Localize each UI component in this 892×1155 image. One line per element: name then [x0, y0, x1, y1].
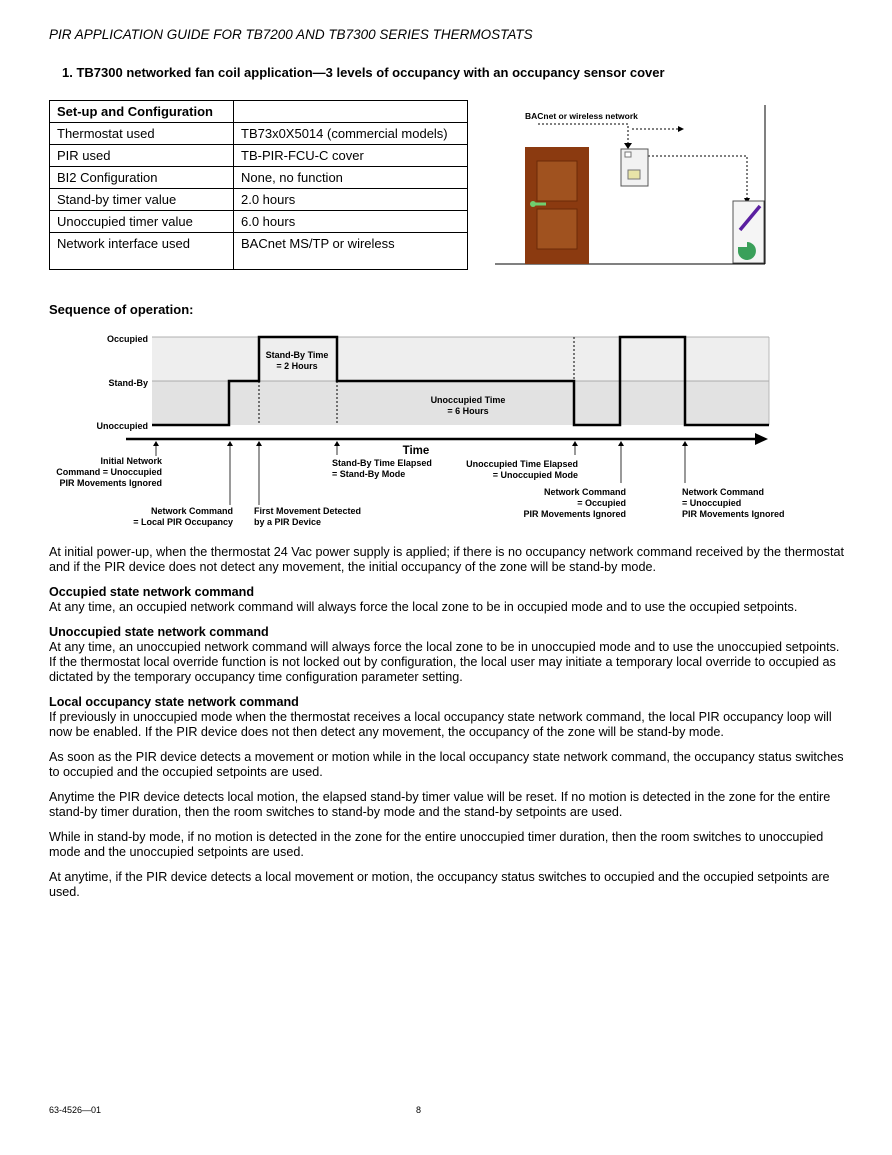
door-panel-upper	[537, 161, 577, 201]
table-cell: Unoccupied timer value	[50, 211, 234, 233]
event-label-occupied-command: = Occupied	[577, 498, 626, 508]
paragraph: As soon as the PIR device detects a movement or motion while in the local occupancy state network command, the occupancy status switches to occupied and the occupied setpoints are used.	[49, 750, 844, 779]
sequence-title: Sequence of operation:	[49, 302, 194, 317]
event-label-initial: Command = Unoccupied	[56, 467, 162, 477]
table-cell: None, no function	[234, 167, 468, 189]
table-row	[50, 189, 468, 211]
event-label-unoccupied-command: Network Command	[682, 487, 765, 497]
table-row	[50, 211, 468, 233]
unoccupied-time-value: = 6 Hours	[447, 406, 489, 416]
paragraph: At any time, an occupied network command will always force the local zone to be in occupied mode and to use the occupied setpoints.	[49, 600, 798, 614]
table-cell: BI2 Configuration	[50, 167, 234, 189]
setup-table	[49, 100, 468, 270]
table-header-cell: Set-up and Configuration	[50, 101, 234, 123]
event-label-initial: Initial Network	[100, 456, 162, 466]
subheading: Local occupancy state network command	[49, 695, 299, 709]
table-row	[50, 145, 468, 167]
thermostat-wire	[648, 156, 747, 200]
footer-doc-number: 63-4526—01	[49, 1105, 102, 1115]
event-label-occupied-command: Network Command	[543, 487, 626, 497]
subheading: Occupied state network command	[49, 585, 255, 599]
table-cell: Stand-by timer value	[50, 189, 234, 211]
level-label-unoccupied: Unoccupied	[96, 421, 148, 431]
door-handle-lever	[533, 203, 546, 206]
event-label-occupied-command: PIR Movements Ignored	[523, 509, 626, 519]
event-label-unoccupied-elapsed: = Unoccupied Mode	[492, 470, 578, 480]
event-label-unoccupied-command: PIR Movements Ignored	[682, 509, 785, 519]
table-row	[50, 123, 468, 145]
event-label-unoccupied-command: = Unoccupied	[682, 498, 742, 508]
standby-time-value: = 2 Hours	[276, 361, 318, 371]
table-cell: PIR used	[50, 145, 234, 167]
section-heading: 1. TB7300 networked fan coil application—3 levels of occupancy with an occupancy sensor cover	[62, 65, 665, 80]
event-arrowhead	[256, 441, 262, 446]
network-arrow-right	[678, 126, 684, 132]
table-cell: TB-PIR-FCU-C cover	[234, 145, 468, 167]
event-arrowhead	[227, 441, 233, 446]
table-header-row	[50, 101, 468, 123]
table-row	[50, 233, 468, 270]
thermostat-display	[628, 170, 640, 179]
time-axis-arrowhead	[755, 433, 768, 445]
level-label-standby: Stand-By	[108, 378, 148, 388]
table-cell: 6.0 hours	[234, 211, 468, 233]
event-label-local-pir: = Local PIR Occupancy	[133, 517, 233, 527]
standby-time-label: Stand-By Time	[265, 350, 329, 360]
paragraph: If previously in unoccupied mode when the thermostat receives a local occupancy state network command, the local PIR occupancy loop will now be enabled. If the PIR device does not then detect any movement, the occupancy of the zone will be stand-by mode.	[49, 710, 832, 739]
event-label-standby-elapsed: Stand-By Time Elapsed	[332, 458, 432, 468]
occupancy-timing-diagram	[40, 325, 800, 535]
table-cell: Network interface used	[50, 233, 234, 270]
event-labels	[56, 456, 784, 527]
event-arrowhead	[334, 441, 340, 446]
event-arrowhead	[618, 441, 624, 446]
table-row	[50, 167, 468, 189]
network-line	[538, 124, 628, 145]
table-cell: Thermostat used	[50, 123, 234, 145]
pir-sensor-icon	[625, 152, 631, 157]
event-arrowhead	[153, 441, 159, 446]
paragraph: At anytime, if the PIR device detects a local movement or motion, the occupancy status switches to occupied and the occupied setpoints are used.	[49, 870, 830, 899]
unoccupied-time-label: Unoccupied Time	[430, 395, 506, 405]
subheading: Unoccupied state network command	[49, 625, 269, 639]
paragraph: Anytime the PIR device detects local motion, the elapsed stand-by timer value will be reset. If no motion is detected in the zone for the entire stand-by timer duration, then the room switches to stand-by mode and the stand-by setpoints are used.	[49, 790, 831, 819]
door-panel-lower	[537, 209, 577, 249]
event-label-initial: PIR Movements Ignored	[59, 478, 162, 488]
footer-page-number: 8	[416, 1105, 422, 1115]
paragraph: At any time, an unoccupied network command will always force the local zone to be in unoccupied mode and to use the unoccupied setpoints. If the thermostat local override function is not locked out by configuration, the local user may initiate a temporary local override to occupied as dictated by the temporary occupancy time configuration parameter setting.	[49, 640, 840, 684]
network-label: BACnet or wireless network	[525, 111, 638, 121]
table-cell: TB73x0X5014 (commercial models)	[234, 123, 468, 145]
event-label-unoccupied-elapsed: Unoccupied Time Elapsed	[466, 459, 578, 469]
time-axis-label: Time	[402, 445, 430, 457]
room-illustration	[490, 100, 775, 270]
event-label-local-pir: Network Command	[150, 506, 233, 516]
table-header-cell	[234, 101, 468, 123]
body-text	[49, 545, 849, 910]
event-arrowhead	[572, 441, 578, 446]
event-label-first-movement: by a PIR Device	[254, 517, 322, 527]
paragraph: At initial power-up, when the thermostat 24 Vac power supply is applied; if there is no occupancy network command received by the thermostat and if the PIR device does not detect any movement, the initial occupancy of the zone will be stand-by mode.	[49, 545, 844, 574]
event-label-standby-elapsed: = Stand-By Mode	[332, 469, 406, 479]
table-cell: BACnet MS/TP or wireless	[234, 233, 468, 270]
event-label-first-movement: First Movement Detected	[254, 506, 362, 516]
network-arrow-down	[624, 143, 632, 149]
level-label-occupied: Occupied	[106, 334, 148, 344]
event-arrowhead	[682, 441, 688, 446]
paragraph: While in stand-by mode, if no motion is detected in the zone for the entire unoccupied timer duration, then the room switches to unoccupied mode and the unoccupied setpoints are used.	[49, 830, 824, 859]
page-header-title: PIR APPLICATION GUIDE FOR TB7200 AND TB7300 SERIES THERMOSTATS	[49, 27, 533, 42]
table-cell: 2.0 hours	[234, 189, 468, 211]
